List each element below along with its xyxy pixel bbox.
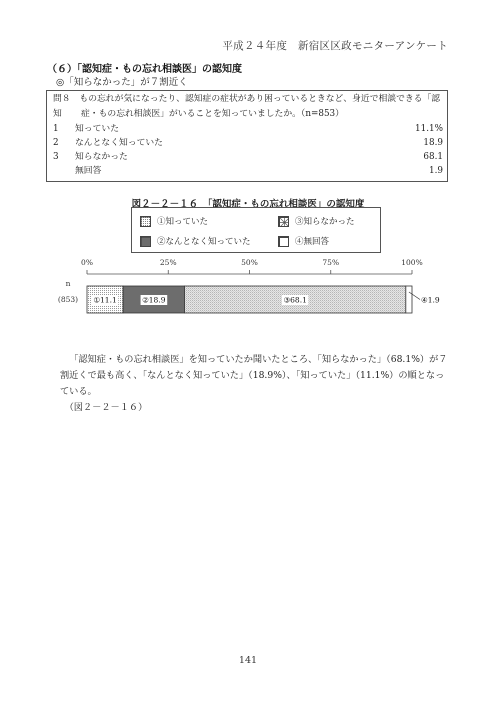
figure-reference: （図２－２－１６）	[64, 402, 148, 413]
data-label: ②18.9	[142, 295, 166, 305]
x-tick-label: 100%	[401, 258, 423, 267]
legend-swatch-no-answer	[278, 236, 289, 247]
data-label: ③68.1	[283, 295, 307, 305]
legend-item	[278, 215, 355, 227]
stacked-bar-chart	[40, 252, 460, 330]
answer-value: 68.1	[423, 152, 443, 162]
legend-label: ①知っていた	[157, 217, 209, 227]
answer-number: 3	[53, 152, 59, 162]
figure-title: 図２－２－１６ 「認知症・もの忘れ相談医」の認知度	[131, 199, 365, 210]
legend-item	[140, 235, 251, 247]
legend-label: ②なんとなく知っていた	[157, 237, 251, 247]
legend-swatch-somewhat-known	[140, 236, 151, 247]
chart-legend	[131, 207, 381, 253]
question-line-1: 問８ もの忘れが気になったり、認知症の症状があり困っているときなど、身近で相談できる「認知	[53, 94, 441, 119]
answer-value: 1.9	[429, 166, 443, 176]
answer-value: 18.9	[423, 138, 443, 148]
question-box	[46, 90, 448, 182]
legend-swatch-unknown	[278, 216, 289, 227]
answer-label: 無回答	[75, 166, 102, 176]
page-header: 平成２４年度 新宿区区政モニターアンケート	[222, 40, 448, 52]
category-axis-label: n	[65, 279, 71, 288]
answer-label: なんとなく知っていた	[75, 138, 163, 148]
page-number: 141	[238, 655, 258, 666]
section-summary: ◎「知らなかった」が７割近く	[56, 77, 188, 88]
body-paragraph: 「認知症・もの忘れ相談医」を知っていたか聞いたところ、「知らなかった」（68.1%）が７割近くで最も高く、「なんとなく知っていた」（18.9%）、「知っていた」（11.1%）の順となっている。	[60, 354, 448, 397]
answer-row	[53, 150, 443, 164]
legend-label: ③知らなかった	[295, 217, 355, 227]
bar-segment	[406, 286, 412, 313]
section-title: （６）「認知症・もの忘れ相談医」の認知度	[47, 64, 242, 75]
answer-number: 2	[53, 138, 59, 148]
category-label: (853)	[57, 295, 79, 304]
x-tick-label: 75%	[322, 258, 340, 267]
answer-value: 11.1%	[415, 124, 443, 134]
legend-swatch-known	[140, 216, 151, 227]
x-tick-label: 0%	[81, 258, 93, 267]
legend-label: ④無回答	[295, 237, 330, 247]
x-tick-label: 50%	[241, 258, 258, 267]
answer-number: 1	[53, 124, 59, 134]
x-tick-label: 25%	[159, 258, 177, 267]
legend-item	[278, 235, 329, 247]
body-text	[60, 352, 450, 416]
answer-label: 知っていた	[75, 124, 119, 134]
legend-item	[140, 215, 208, 227]
question-line-2: 症・もの忘れ相談医」がいることを知っていましたか。（n=853）	[81, 109, 344, 119]
data-label: ①11.1	[93, 295, 117, 305]
answer-row	[53, 164, 443, 178]
answer-label: 知らなかった	[75, 152, 128, 162]
data-label: ④1.9	[421, 295, 440, 305]
answer-row	[53, 122, 443, 136]
answer-row	[53, 136, 443, 150]
